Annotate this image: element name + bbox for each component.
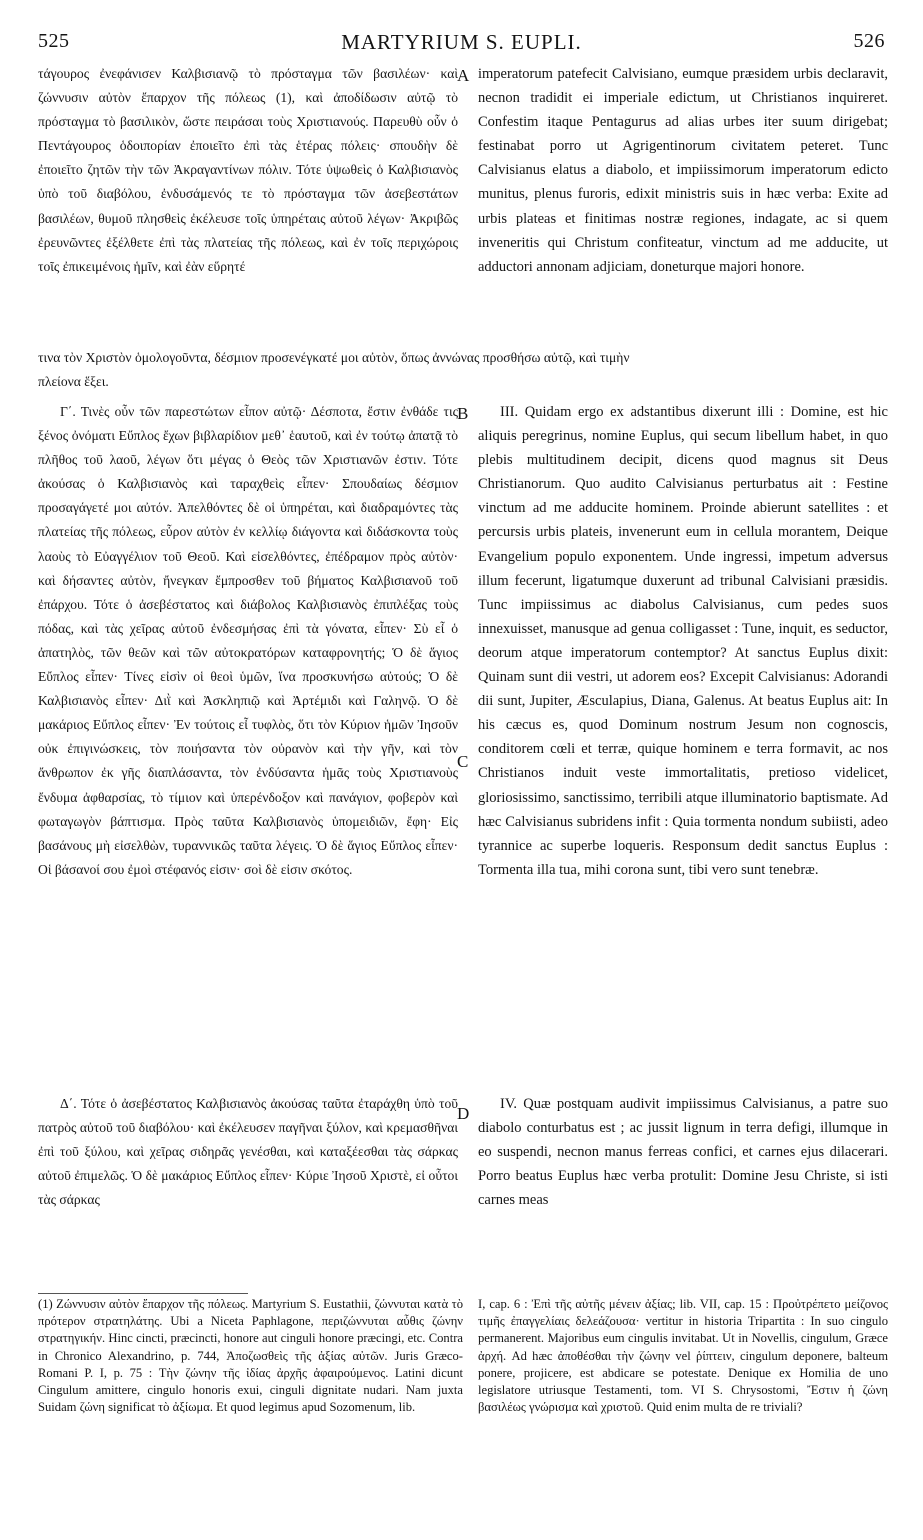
greek-paragraph-2: Γ΄. Τινὲς οὖν τῶν παρεστώτων εἶπον αὐτῷ· Δέσποτα, ἔστιν ἐνθάδε τις ξένος ὀνόματι Εὔπλος ἔχων βιβλαρίδιον μεθ᾽ ἑαυτοῦ, καὶ ἐν τούτῳ ἀπατᾷ τὸ πλῆθος τοῦ λαοῦ, λέγων ὅτι μέγας ὁ Θεὸς τῶν Χριστιανῶν ἐστιν. Τότε ἀκούσας ὁ Καλβισιανὸς καὶ ταραχθεὶς εἶπεν· Σπουδαίως δέσμιον προσαγάγετέ μοι αὐτόν. Ἀπελθόντες δὲ οἱ ὑπηρέται, καὶ διαδραμόντες τὰς πλατείας τῆς πόλεως, εὗρον αὐτὸν ἐν κελλίῳ διάγοντα καὶ διδάσκοντα τοὺς λαοὺς τὸ Εὐαγγέλιον τοῦ Θεοῦ. Καὶ εἰσελθόντες, ἐπέδραμον πρὸς αὐτὸν· καὶ δήσαντες αὐτὸν, ἤνεγκαν ἔμπροσθεν τοῦ βήματος Καλβισιανοῦ τοῦ ἐπάρχου. Τότε ὁ ἀσεβέστατος καὶ διάβολος Καλβισιανὸς ἐπιπλέξας τοὺς πόδας, καὶ τὰς χεῖρας αὐτοῦ ἐνδεσμήσας ἐπὶ τὰ γόνατα, εἶπεν· Σὺ εἶ ὁ ἀπατηλὸς, τῶν θεῶν καὶ τῶν αὐτοκρατόρων καταφρονητής; Ὁ δὲ ἅγιος Εὔπλος εἶπεν· Τίνες εἰσὶν οἱ θεοὶ ὑμῶν, ἵνα προσκυνήσω αὐτούς; Ὁ δὲ Καλβισιανὸς εἶπεν· Διῒ καὶ Ἀσκληπιῷ καὶ Ἀρτέμιδι καὶ Γαληνῷ. Ὁ δὲ μακάριος Εὔπλος εἶπεν· Ἐν τούτοις εἶ τυφλὸς, ὅτι τὸν Κύριον ἡμῶν Ἰησοῦν οὐκ ἐπιγινώσκεις, τὸν ποιήσαντα τὸν οὐρανὸν καὶ τὴν γῆν, καὶ τὸν ἄνθρωπον ἐκ γῆς διαπλάσαντα, τὸν ἐνδύσαντα ἡμᾶς τοὺς Χριστιανοὺς ἔνδυμα ἀφθαρσίας, τὸ τίμιον καὶ ὑπερένδοξον καὶ πανάγιον, φοβερὸν καὶ φωταγωγὸν βάπτισμα. Πρὸς ταῦτα Καλβισιανὸς ὑπομειδιῶν, ἔφη· Εἰς βασάνους μὴ εἰσελθὼν, τυραννικῶς ταῦτα λέγεις. Ὁ δὲ ἅγιος Εὔπλος εἶπεν· Οἱ βάσανοί σου ἐμοὶ στέφανός εἰσιν· σοὶ δὲ εἰσιν σκότος.: [38, 404, 458, 877]
left-page-number: 525: [38, 30, 70, 52]
footnote-rule: [38, 1293, 248, 1294]
margin-letter-b: B: [457, 404, 469, 423]
margin-letter-a: A: [457, 66, 470, 85]
latin-column-top: [478, 62, 888, 279]
right-page-number: 526: [853, 30, 885, 52]
running-title: MARTYRIUM S. EUPLI.: [341, 30, 582, 54]
greek-column-middle: [38, 400, 458, 882]
latin-paragraph-1: imperatorum patefecit Calvisiano, eumque præsidem urbis declaravit, necnon tradidit ei imperiale edictum, ut Christianos inquireret. Confestim itaque Pentagurus ad alias urbes iter suum dirigebat; festinabat porro ut Agrigentinorum civitatem peteret. Tunc Calvisianus elatus a diabolo, et impiissimorum imperatorum edicto munitus, plenus furoris, edixit ministris suis in hæc verba: Exite ad urbis plateas et finitimas nostræ regiones, indagate, ac si quem inveneritis qui Christum confiteatur, vinctum ad me adducite, ut adductori annonam adjiciam, doneturque majori honore.: [478, 66, 888, 275]
footnote-left: (1) Ζώννυσιν αὐτὸν ἔπαρχον τῆς πόλεως. Martyrium S. Eustathii, ζώννυται κατὰ τὸ πρότερον στρατηλάτης. Ubi a Niceta Paphlagone, περιζώννυται αὖθις ζώνην στρατηγικήν. Hinc cincti, præcincti, honore aut cinguli honore præcingi, etc. Contra in Chronico Alexandrino, p. 744, Ἀποζωσθεὶς τῆς ἀξίας αὐτῶν. Juris Græco-Romani P. I, p. 75 : Τὴν ζώνην τῆς ἰδίας ἀρχῆς ἀφαιρούμενος. Latini dicunt Cingulum amittere, cingulo honoris exui, cinguli dignitate nudari. Nam juxta Suidam ζώνη significat τὸ ἀξίωμα. Et quod legimus apud Sozomenum, lib.: [38, 1297, 463, 1415]
greek-spanning-line-2: πλείονα ἕξει.: [38, 374, 109, 389]
footnote-right: I, cap. 6 : Ἐπὶ τῆς αὐτῆς μένειν ἀξίας; lib. VII, cap. 15 : Προὐτρέπετο μείζονος τιμῆς ἐπαγγελίαις δελεάζουσα· vertitur in historia Tripartita : In suo cingulo permanerent. Majoribus eum cingulis invitabat. Ut in Novellis, cingulum, Græce ἀρχή. Ad hæc ἀποθέσθαι τὴν ζώνην vel ῥίπτειν, cingulum deponere, balteum ponere, projicere, est abdicare se potestate. Denique ex Homilia de uno legislatore utriusque Testamenti, tom. VI S. Chrysostomi, Ἔστιν ἡ ζώνη βασιλέως γνώρισμα καὶ χριστοῦ. Quid enim multa de re triviali?: [478, 1297, 888, 1415]
latin-column-middle: [478, 400, 888, 882]
greek-spanning-lines: [38, 346, 888, 394]
latin-paragraph-2: III. Quidam ergo ex adstantibus dixerunt illi : Domine, est hic aliquis peregrinus, nomine Euplus, qui secum libellum habet, in quo plebis multitudinem decipit, dicens quod magnus sit Deus Christianorum. Quo audito Calvisianus perturbatus ait : Festine vinctum ad me adducite hominem. Proinde abierunt satellites : et percursis urbis plateis, invenerunt eum in cellula morantem, Deique Evangelium populo exponentem. Unde ingressi, impetum adversus illum fecerunt, ligatumque duxerunt ad tribunal Calvisiani præsidis. Tunc impiissimus ac diabolus Calvisianus, cum pedes suos innexuisset, manusque ad genua colligasset : Tune, inquit, es seductor, deorum atque imperatorum contemptor? At sanctus Euplus dixit: Quinam sunt dii vestri, ut adorem eos? Excepit Calvisianus: Adorandi dii sunt, Jupiter, Æsculapius, Diana, Galenus. At beatus Euplus ait: In his cæcus es, quod Dominum nostrum Jesum non cognoscis, conditorem cœli et terræ, quique hominem e terra formavit, ac nos Christianos induit veste immortalitatis, pretioso videlicet, gloriosissimo, sanctissimo, terribili atque illuminatorio baptismate. Ad hæc Calvisianus subridens infit : Quia tormenta nondum subiisti, adeo tyrannice ac superbe loqueris. Responsum dedit sanctus Euplus : Tormenta illa tua, mihi corona sunt, tibi vero sunt tenebræ.: [478, 404, 888, 878]
margin-letter-c: C: [457, 752, 469, 771]
greek-spanning-line-1: τινα τὸν Χριστὸν ὁμολογοῦντα, δέσμιον προσενέγκατέ μοι αὐτὸν, ὅπως ἀννώνας προσθήσω αὐτῷ, καὶ τιμὴν: [38, 350, 630, 365]
latin-paragraph-3: IV. Quæ postquam audivit impiissimus Calvisianus, a patre suo diabolo conturbatus est ; ac jussit lignum in terra defigi, illumque in eo suspendi, necnon manus ferreas confici, et carnes ejus dilacerari. Porro beatus Euplus hæc verba protulit: Domine Jesu Christe, si isti carnes meas: [478, 1096, 888, 1209]
greek-column-top: [38, 62, 458, 279]
latin-column-bottom: [478, 1092, 888, 1212]
greek-paragraph-3: Δ΄. Τότε ὁ ἀσεβέστατος Καλβισιανὸς ἀκούσας ταῦτα ἐταράχθη ὑπὸ τοῦ πατρὸς αὐτοῦ τοῦ διαβόλου· καὶ ἐκέλευσεν παγῆναι ξύλον, καὶ κρεμασθῆναι ἐπὶ τοῦ ξύλου, καὶ χεῖρας σιδηρᾶς γενέσθαι, καὶ καταξέεσθαι τὰς σάρκας αὐτοῦ ἐπιμελῶς. Ὁ δὲ μακάριος Εὔπλος εἶπεν· Κύριε Ἰησοῦ Χριστὲ, εἰ οὗτοι τὰς σάρκας: [38, 1096, 458, 1208]
margin-letter-d: D: [457, 1104, 470, 1123]
greek-column-bottom: [38, 1092, 458, 1212]
greek-paragraph-1: τάγουρος ἐνεφάνισεν Καλβισιανῷ τὸ πρόσταγμα τῶν βασιλέων· καὶ ζώννυσιν αὐτὸν ἔπαρχον τῆς πόλεως (1), καὶ ἀποδίδωσιν αὐτῷ τὸ πρόσταγμα τὸ βασιλικὸν, ὥστε πειράσαι τοὺς Χριστιανούς. Παρευθὺ οὖν ὁ Πεντάγουρος ὁδοιπορίαν ἐποιεῖτο ἐπὶ τὰς ἑτέρας πόλεις· σπουδὴν δὲ ἐποιεῖτο ζητῶν τὴν τῶν Ἀκραγαντίνων πόλιν. Τότε ὑψωθεὶς ὁ Καλβισιανὸς ὑπὸ τοῦ διαβόλου, ἐνδυσάμενός τε τὸ πρόσταγμα τῶν ἀσεβεστάτων βασιλέων, θυμοῦ πλησθεὶς ἐκέλευσε τοῖς ὑπηρέταις αὐτοῦ λέγων· Ἀκριβῶς ἐρευνῶντες ἐξέλθετε ἐπὶ τὰς πλατείας τῆς πόλεως, καὶ ἐν τοῖς περιχώροις τοῖς ἐπικειμένοις ἡμῖν, καὶ ἐὰν εὕρητέ: [38, 66, 458, 274]
